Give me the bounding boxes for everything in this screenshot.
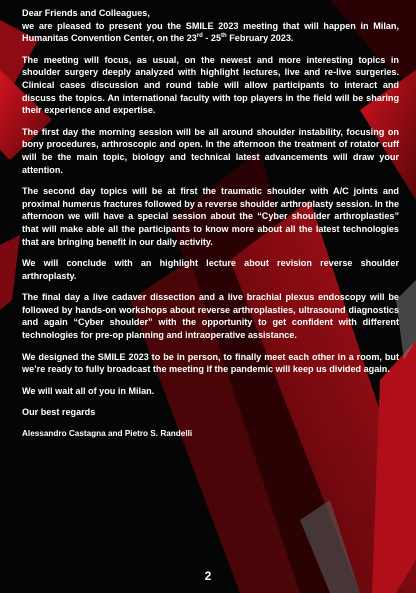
intro-text-part2: - 25 bbox=[202, 33, 222, 44]
paragraph-wait-milan: We will wait all of you in Milan. bbox=[22, 385, 155, 396]
paragraph-first-day: The first day the morning session will be all around shoulder instability, focusing on bony procedures, arthroscopic and open. In the afternoon the treatment of rotator cuff will be the main topic, biology and technical latest advancements will draw your attention. bbox=[22, 126, 399, 175]
paragraph-best-regards: Our best regards bbox=[22, 407, 96, 418]
intro-paragraph bbox=[22, 20, 399, 45]
paragraph-conclusion: We will conclude with an highlight lecture about revision reverse shoulder arthroplasty. bbox=[22, 258, 399, 281]
intro-superscript-th: th bbox=[221, 33, 227, 40]
intro-text-part1: we are pleased to present you the SMILE 2023 meeting that will happen in Milan, Humanitas Convention Center, on the 23 bbox=[22, 20, 399, 44]
page-number: 2 bbox=[204, 569, 212, 583]
intro-superscript-rd: rd bbox=[196, 33, 203, 40]
signature: Alessandro Castagna and Pietro S. Randelli bbox=[22, 429, 193, 439]
paragraph-meeting-focus: The meeting will focus, as usual, on the newest and more interesting topics in shoulder surgery deeply analyzed with highlight lectures, live and re-live surgeries. Clinical cases discussion and round table will allow participants to interact and discuss the topics. An international faculty with top players in the field will be sharing their experience and expertise. bbox=[22, 54, 399, 116]
paragraph-second-day: The second day topics will be at first the traumatic shoulder with A/C joints and proximal humerus fractures followed by a reverse shoulder arthroplasty session. In the afternoon we will have a special session about the “Cyber shoulder arthroplasties” that will make able all the participants to know more about all the latest technologies that are bringing benefit in our daily activity. bbox=[22, 186, 399, 247]
intro-text-part3: February 2023. bbox=[226, 33, 294, 44]
greeting: Dear Friends and Colleagues, bbox=[22, 8, 150, 18]
paragraph-in-person: We designed the SMILE 2023 to be in person, to finally meet each other in a room, but we’re ready to fully broadcast the meeting if the pandemic will keep us divided again. bbox=[22, 351, 399, 375]
red-stripe-left-low bbox=[0, 235, 20, 310]
letter-body bbox=[22, 7, 399, 450]
paragraph-final-day: The final day a live cadaver dissection and a live brachial plexus endoscopy will be followed by hands-on workshops about reverse arthroplasties, ultrasound diagnostics and again “Cyber shoulder” with the opportunity to get confident with different technologies for pre-op planning and intraoperative assistance. bbox=[22, 292, 399, 341]
